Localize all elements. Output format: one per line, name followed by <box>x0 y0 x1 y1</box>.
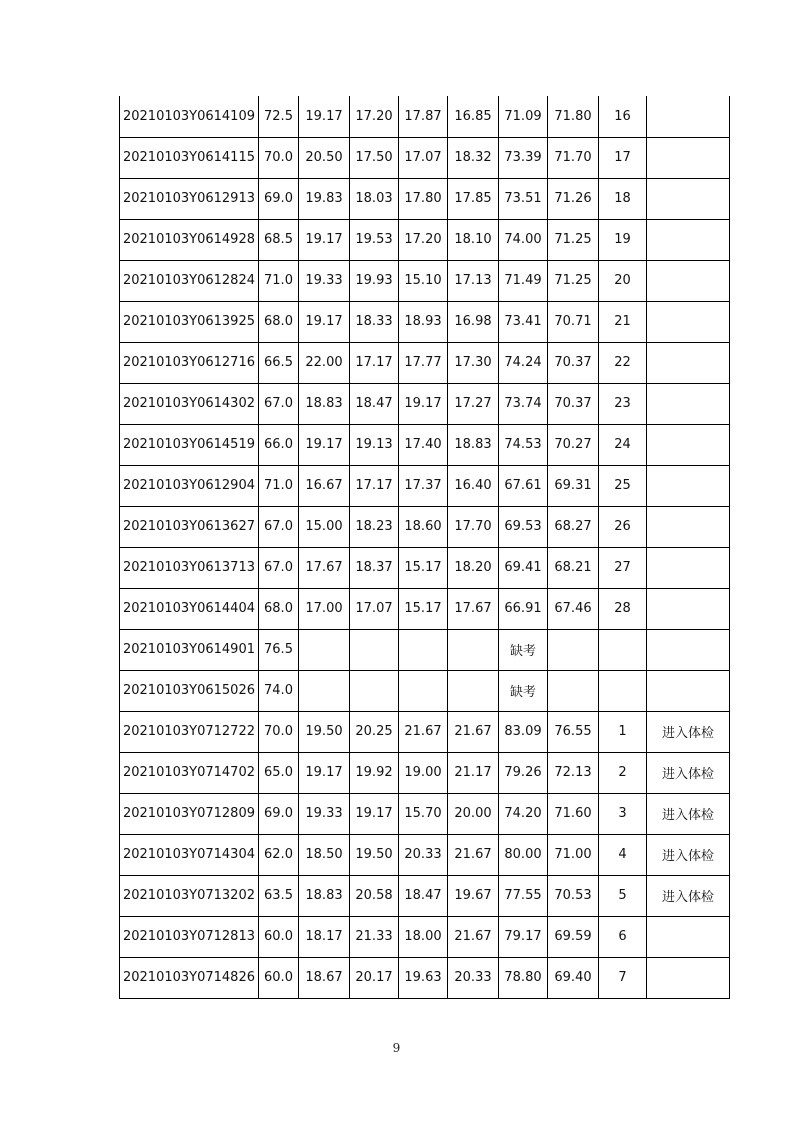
interview-score-1-cell: 20.50 <box>299 137 350 178</box>
interview-score-3-cell: 15.17 <box>399 547 448 588</box>
table-row <box>120 547 730 588</box>
written-score-cell: 72.5 <box>259 96 299 137</box>
written-score-cell: 65.0 <box>259 752 299 793</box>
interview-score-3-cell: 18.47 <box>399 875 448 916</box>
remark-cell: 进入体检 <box>647 793 730 834</box>
interview-score-1-cell <box>299 670 350 711</box>
remark-cell <box>647 137 730 178</box>
interview-score-3-cell: 17.80 <box>399 178 448 219</box>
interview-score-4-cell: 20.33 <box>448 957 499 998</box>
interview-score-1-cell: 19.33 <box>299 260 350 301</box>
candidate-id-cell: 20210103Y0714702 <box>120 752 259 793</box>
overall-score-cell: 70.53 <box>548 875 599 916</box>
rank-cell: 24 <box>599 424 647 465</box>
interview-total-cell: 78.80 <box>499 957 548 998</box>
candidate-id-cell: 20210103Y0713202 <box>120 875 259 916</box>
rank-cell <box>599 629 647 670</box>
remark-cell <box>647 260 730 301</box>
interview-total-cell: 79.17 <box>499 916 548 957</box>
overall-score-cell: 71.80 <box>548 96 599 137</box>
interview-total-cell: 77.55 <box>499 875 548 916</box>
interview-score-2-cell: 21.33 <box>350 916 399 957</box>
written-score-cell: 68.0 <box>259 301 299 342</box>
candidate-id-cell: 20210103Y0613713 <box>120 547 259 588</box>
interview-total-cell: 67.61 <box>499 465 548 506</box>
overall-score-cell: 67.46 <box>548 588 599 629</box>
written-score-cell: 60.0 <box>259 957 299 998</box>
interview-score-2-cell <box>350 670 399 711</box>
interview-score-3-cell: 17.07 <box>399 137 448 178</box>
overall-score-cell <box>548 670 599 711</box>
rank-cell: 27 <box>599 547 647 588</box>
rank-cell: 16 <box>599 96 647 137</box>
table-row <box>120 465 730 506</box>
rank-cell: 5 <box>599 875 647 916</box>
rank-cell: 4 <box>599 834 647 875</box>
rank-cell: 23 <box>599 383 647 424</box>
overall-score-cell: 70.37 <box>548 342 599 383</box>
interview-total-cell: 74.53 <box>499 424 548 465</box>
remark-cell: 进入体检 <box>647 711 730 752</box>
written-score-cell: 69.0 <box>259 793 299 834</box>
interview-score-3-cell <box>399 629 448 670</box>
interview-score-4-cell: 17.67 <box>448 588 499 629</box>
written-score-cell: 60.0 <box>259 916 299 957</box>
interview-score-4-cell: 17.27 <box>448 383 499 424</box>
interview-score-2-cell: 17.50 <box>350 137 399 178</box>
overall-score-cell: 69.40 <box>548 957 599 998</box>
interview-score-2-cell: 17.20 <box>350 96 399 137</box>
interview-score-1-cell: 18.17 <box>299 916 350 957</box>
interview-score-4-cell: 18.20 <box>448 547 499 588</box>
interview-score-2-cell: 18.33 <box>350 301 399 342</box>
interview-score-4-cell <box>448 670 499 711</box>
interview-score-2-cell: 19.92 <box>350 752 399 793</box>
interview-score-4-cell: 16.98 <box>448 301 499 342</box>
candidate-id-cell: 20210103Y0712813 <box>120 916 259 957</box>
overall-score-cell: 71.25 <box>548 260 599 301</box>
interview-score-4-cell: 21.17 <box>448 752 499 793</box>
table-row <box>120 711 730 752</box>
remark-cell: 进入体检 <box>647 752 730 793</box>
written-score-cell: 67.0 <box>259 547 299 588</box>
remark-cell <box>647 670 730 711</box>
overall-score-cell: 70.71 <box>548 301 599 342</box>
remark-cell <box>647 424 730 465</box>
remark-cell <box>647 383 730 424</box>
remark-cell <box>647 629 730 670</box>
candidate-id-cell: 20210103Y0613627 <box>120 506 259 547</box>
rank-cell: 26 <box>599 506 647 547</box>
written-score-cell: 62.0 <box>259 834 299 875</box>
overall-score-cell: 68.21 <box>548 547 599 588</box>
written-score-cell: 68.0 <box>259 588 299 629</box>
table-row <box>120 752 730 793</box>
interview-total-cell: 71.09 <box>499 96 548 137</box>
candidate-id-cell: 20210103Y0614928 <box>120 219 259 260</box>
interview-score-3-cell: 15.70 <box>399 793 448 834</box>
interview-score-1-cell: 15.00 <box>299 506 350 547</box>
interview-score-2-cell: 17.07 <box>350 588 399 629</box>
table-row <box>120 834 730 875</box>
interview-score-2-cell: 19.50 <box>350 834 399 875</box>
interview-score-4-cell: 18.83 <box>448 424 499 465</box>
table-row <box>120 219 730 260</box>
interview-score-2-cell: 17.17 <box>350 342 399 383</box>
candidate-id-cell: 20210103Y0712809 <box>120 793 259 834</box>
interview-total-cell: 缺考 <box>499 629 548 670</box>
interview-score-1-cell: 19.17 <box>299 301 350 342</box>
candidate-id-cell: 20210103Y0614901 <box>120 629 259 670</box>
interview-score-2-cell: 20.58 <box>350 875 399 916</box>
interview-total-cell: 80.00 <box>499 834 548 875</box>
interview-score-3-cell: 17.77 <box>399 342 448 383</box>
table-row <box>120 875 730 916</box>
interview-score-2-cell: 19.13 <box>350 424 399 465</box>
remark-cell <box>647 506 730 547</box>
table-row <box>120 260 730 301</box>
interview-total-cell: 74.24 <box>499 342 548 383</box>
rank-cell: 18 <box>599 178 647 219</box>
interview-score-4-cell: 21.67 <box>448 916 499 957</box>
interview-score-3-cell: 17.40 <box>399 424 448 465</box>
table-row <box>120 383 730 424</box>
interview-score-3-cell: 15.10 <box>399 260 448 301</box>
interview-score-4-cell: 21.67 <box>448 834 499 875</box>
written-score-cell: 66.5 <box>259 342 299 383</box>
written-score-cell: 69.0 <box>259 178 299 219</box>
written-score-cell: 68.5 <box>259 219 299 260</box>
remark-cell <box>647 588 730 629</box>
candidate-id-cell: 20210103Y0615026 <box>120 670 259 711</box>
written-score-cell: 67.0 <box>259 383 299 424</box>
interview-score-1-cell: 18.50 <box>299 834 350 875</box>
interview-score-4-cell: 17.13 <box>448 260 499 301</box>
interview-total-cell: 83.09 <box>499 711 548 752</box>
rank-cell: 1 <box>599 711 647 752</box>
interview-total-cell: 74.20 <box>499 793 548 834</box>
candidate-id-cell: 20210103Y0614302 <box>120 383 259 424</box>
remark-cell <box>647 96 730 137</box>
candidate-id-cell: 20210103Y0612913 <box>120 178 259 219</box>
score-table-body <box>120 96 730 998</box>
rank-cell: 3 <box>599 793 647 834</box>
table-row <box>120 178 730 219</box>
remark-cell <box>647 178 730 219</box>
interview-score-2-cell: 17.17 <box>350 465 399 506</box>
interview-score-4-cell: 17.85 <box>448 178 499 219</box>
written-score-cell: 66.0 <box>259 424 299 465</box>
interview-score-2-cell: 18.47 <box>350 383 399 424</box>
rank-cell: 19 <box>599 219 647 260</box>
table-row <box>120 137 730 178</box>
interview-score-4-cell: 18.32 <box>448 137 499 178</box>
interview-score-1-cell: 18.83 <box>299 875 350 916</box>
interview-score-1-cell: 17.67 <box>299 547 350 588</box>
candidate-id-cell: 20210103Y0714826 <box>120 957 259 998</box>
interview-score-2-cell: 18.37 <box>350 547 399 588</box>
overall-score-cell: 68.27 <box>548 506 599 547</box>
interview-score-1-cell: 17.00 <box>299 588 350 629</box>
overall-score-cell: 70.27 <box>548 424 599 465</box>
rank-cell: 21 <box>599 301 647 342</box>
overall-score-cell: 76.55 <box>548 711 599 752</box>
rank-cell: 28 <box>599 588 647 629</box>
table-row <box>120 424 730 465</box>
remark-cell: 进入体检 <box>647 834 730 875</box>
overall-score-cell: 71.26 <box>548 178 599 219</box>
interview-score-1-cell: 19.83 <box>299 178 350 219</box>
candidate-id-cell: 20210103Y0714304 <box>120 834 259 875</box>
interview-score-1-cell: 19.17 <box>299 219 350 260</box>
candidate-id-cell: 20210103Y0614109 <box>120 96 259 137</box>
interview-score-2-cell <box>350 629 399 670</box>
table-row <box>120 506 730 547</box>
page-number: 9 <box>392 1041 401 1055</box>
interview-score-4-cell: 17.70 <box>448 506 499 547</box>
written-score-cell: 70.0 <box>259 711 299 752</box>
table-row <box>120 916 730 957</box>
candidate-id-cell: 20210103Y0712722 <box>120 711 259 752</box>
candidate-id-cell: 20210103Y0614115 <box>120 137 259 178</box>
candidate-id-cell: 20210103Y0612716 <box>120 342 259 383</box>
candidate-id-cell: 20210103Y0612904 <box>120 465 259 506</box>
interview-score-1-cell: 19.17 <box>299 96 350 137</box>
interview-score-1-cell: 19.33 <box>299 793 350 834</box>
candidate-id-cell: 20210103Y0614519 <box>120 424 259 465</box>
score-table <box>119 96 730 999</box>
interview-total-cell: 69.41 <box>499 547 548 588</box>
interview-score-1-cell: 18.83 <box>299 383 350 424</box>
interview-score-4-cell: 21.67 <box>448 711 499 752</box>
interview-score-1-cell: 19.17 <box>299 752 350 793</box>
overall-score-cell: 71.60 <box>548 793 599 834</box>
table-row <box>120 629 730 670</box>
interview-score-3-cell: 17.87 <box>399 96 448 137</box>
interview-score-2-cell: 18.03 <box>350 178 399 219</box>
overall-score-cell: 71.00 <box>548 834 599 875</box>
table-row <box>120 588 730 629</box>
interview-total-cell: 71.49 <box>499 260 548 301</box>
interview-score-2-cell: 19.93 <box>350 260 399 301</box>
overall-score-cell: 69.59 <box>548 916 599 957</box>
written-score-cell: 70.0 <box>259 137 299 178</box>
rank-cell: 2 <box>599 752 647 793</box>
candidate-id-cell: 20210103Y0613925 <box>120 301 259 342</box>
interview-score-2-cell: 20.17 <box>350 957 399 998</box>
interview-total-cell: 74.00 <box>499 219 548 260</box>
interview-score-1-cell: 19.50 <box>299 711 350 752</box>
overall-score-cell: 72.13 <box>548 752 599 793</box>
interview-total-cell: 73.74 <box>499 383 548 424</box>
rank-cell: 6 <box>599 916 647 957</box>
interview-total-cell: 79.26 <box>499 752 548 793</box>
overall-score-cell: 71.70 <box>548 137 599 178</box>
interview-score-3-cell: 18.00 <box>399 916 448 957</box>
rank-cell <box>599 670 647 711</box>
overall-score-cell: 70.37 <box>548 383 599 424</box>
overall-score-cell: 69.31 <box>548 465 599 506</box>
table-row <box>120 793 730 834</box>
table-row <box>120 957 730 998</box>
interview-score-2-cell: 19.53 <box>350 219 399 260</box>
rank-cell: 7 <box>599 957 647 998</box>
written-score-cell: 71.0 <box>259 465 299 506</box>
table-row <box>120 670 730 711</box>
remark-cell: 进入体检 <box>647 875 730 916</box>
written-score-cell: 76.5 <box>259 629 299 670</box>
interview-score-3-cell: 21.67 <box>399 711 448 752</box>
rank-cell: 22 <box>599 342 647 383</box>
table-row <box>120 301 730 342</box>
remark-cell <box>647 547 730 588</box>
interview-total-cell: 66.91 <box>499 588 548 629</box>
interview-score-3-cell: 18.93 <box>399 301 448 342</box>
interview-score-4-cell: 20.00 <box>448 793 499 834</box>
candidate-id-cell: 20210103Y0612824 <box>120 260 259 301</box>
remark-cell <box>647 342 730 383</box>
rank-cell: 17 <box>599 137 647 178</box>
interview-score-3-cell <box>399 670 448 711</box>
interview-score-2-cell: 19.17 <box>350 793 399 834</box>
rank-cell: 25 <box>599 465 647 506</box>
interview-score-3-cell: 19.17 <box>399 383 448 424</box>
table-row <box>120 342 730 383</box>
interview-score-3-cell: 19.63 <box>399 957 448 998</box>
interview-score-1-cell: 16.67 <box>299 465 350 506</box>
written-score-cell: 71.0 <box>259 260 299 301</box>
interview-score-1-cell <box>299 629 350 670</box>
overall-score-cell: 71.25 <box>548 219 599 260</box>
interview-total-cell: 缺考 <box>499 670 548 711</box>
interview-score-3-cell: 19.00 <box>399 752 448 793</box>
table-row <box>120 96 730 137</box>
interview-score-4-cell: 19.67 <box>448 875 499 916</box>
interview-score-1-cell: 18.67 <box>299 957 350 998</box>
interview-total-cell: 73.41 <box>499 301 548 342</box>
written-score-cell: 67.0 <box>259 506 299 547</box>
remark-cell <box>647 916 730 957</box>
interview-score-2-cell: 20.25 <box>350 711 399 752</box>
interview-score-4-cell: 16.40 <box>448 465 499 506</box>
remark-cell <box>647 219 730 260</box>
written-score-cell: 74.0 <box>259 670 299 711</box>
interview-score-4-cell: 17.30 <box>448 342 499 383</box>
interview-score-1-cell: 19.17 <box>299 424 350 465</box>
interview-score-3-cell: 17.20 <box>399 219 448 260</box>
remark-cell <box>647 465 730 506</box>
interview-total-cell: 69.53 <box>499 506 548 547</box>
interview-score-1-cell: 22.00 <box>299 342 350 383</box>
interview-score-3-cell: 17.37 <box>399 465 448 506</box>
interview-score-4-cell <box>448 629 499 670</box>
remark-cell <box>647 301 730 342</box>
interview-score-4-cell: 18.10 <box>448 219 499 260</box>
interview-score-2-cell: 18.23 <box>350 506 399 547</box>
overall-score-cell <box>548 629 599 670</box>
remark-cell <box>647 957 730 998</box>
rank-cell: 20 <box>599 260 647 301</box>
candidate-id-cell: 20210103Y0614404 <box>120 588 259 629</box>
interview-total-cell: 73.39 <box>499 137 548 178</box>
interview-score-3-cell: 15.17 <box>399 588 448 629</box>
interview-score-3-cell: 20.33 <box>399 834 448 875</box>
interview-total-cell: 73.51 <box>499 178 548 219</box>
interview-score-4-cell: 16.85 <box>448 96 499 137</box>
written-score-cell: 63.5 <box>259 875 299 916</box>
interview-score-3-cell: 18.60 <box>399 506 448 547</box>
